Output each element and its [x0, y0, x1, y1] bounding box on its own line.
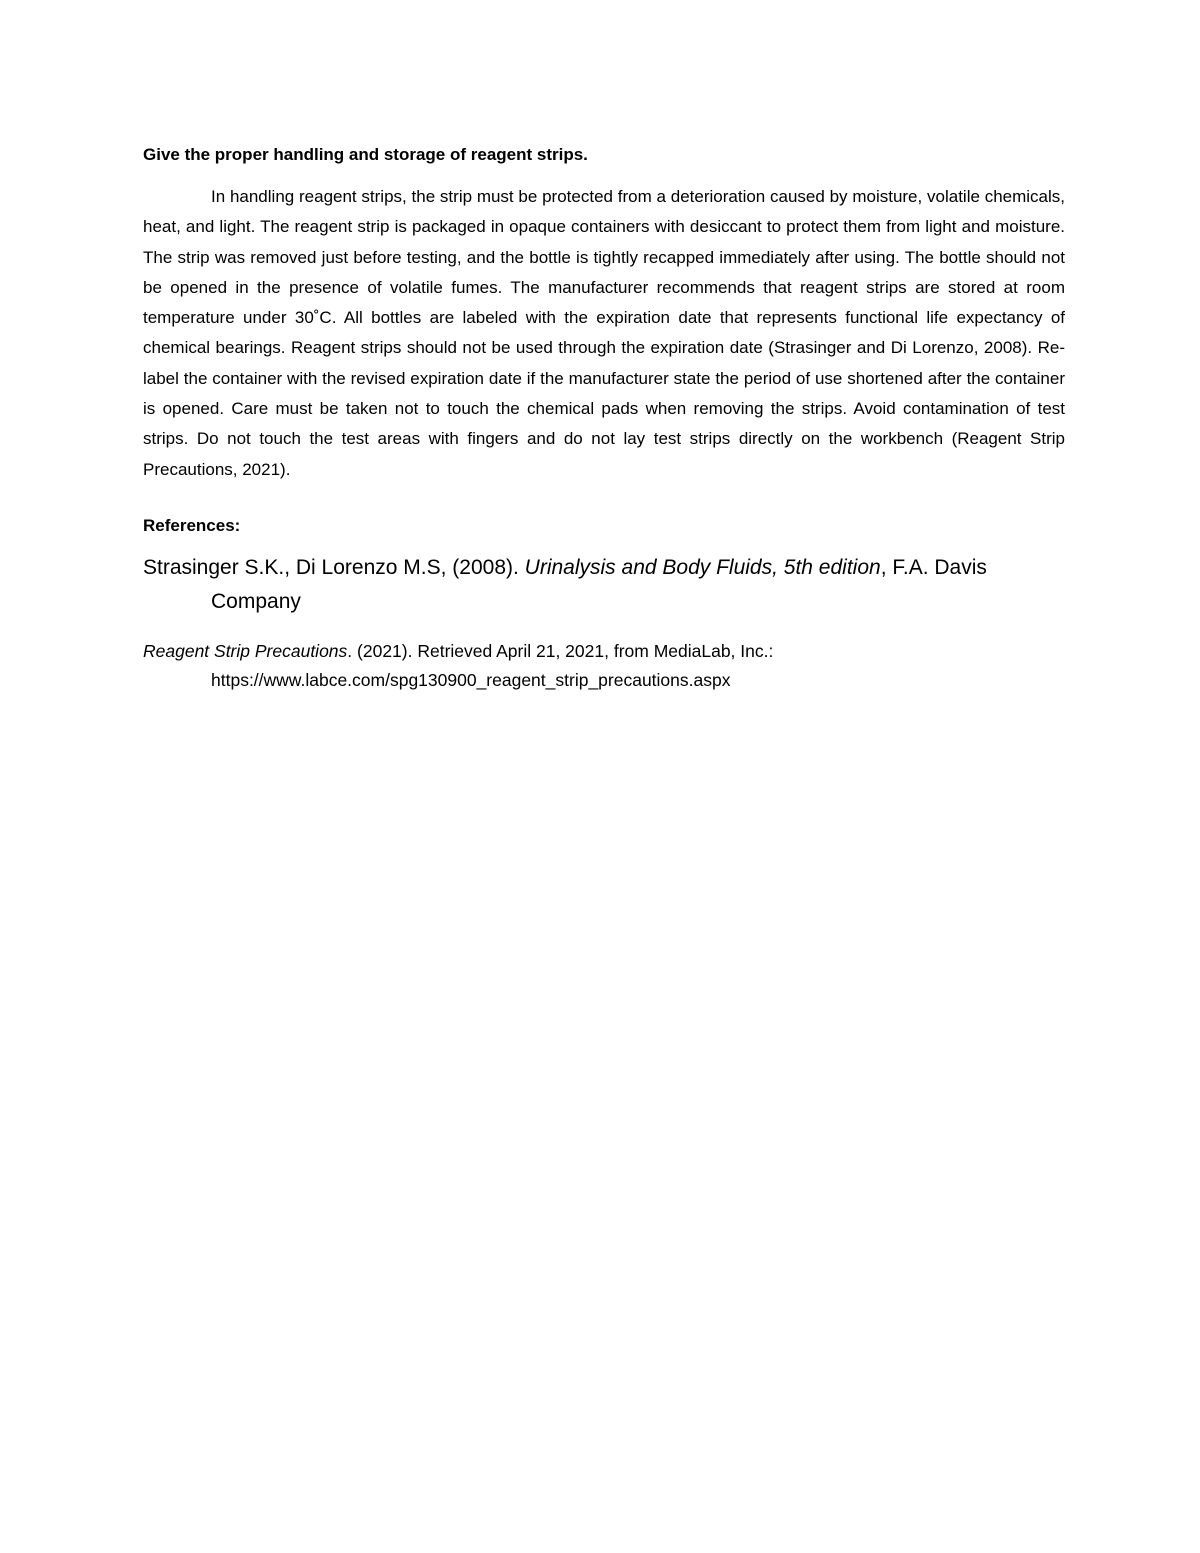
reference-strasinger	[143, 551, 1065, 619]
reference-retrieval: . (2021). Retrieved April 21, 2021, from MediaLab, Inc.: https://www.labce.com/spg130900_reagent_strip_precautions.aspx	[211, 640, 774, 690]
reference-reagent-strip-precautions	[143, 637, 1065, 695]
reference-book-title: Urinalysis and Body Fluids, 5th edition	[524, 555, 881, 579]
reference-publisher: , F.A. Davis Company	[211, 555, 987, 613]
question-heading: Give the proper handling and storage of reagent strips.	[143, 145, 588, 164]
reference-web-title: Reagent Strip Precautions	[143, 640, 348, 661]
references-heading: References:	[143, 515, 241, 535]
document-content	[143, 140, 1065, 695]
reference-authors-year: Strasinger S.K., Di Lorenzo M.S, (2008).	[143, 555, 525, 579]
answer-paragraph: In handling reagent strips, the strip must be protected from a deterioration caused by moisture, volatile chemicals, heat, and light. The reagent strip is packaged in opaque containers with desiccant to protect them from light and moisture. The strip was removed just before testing, and the bottle is tightly recapped immediately after using. The bottle should not be opened in the presence of volatile fumes. The manufacturer recommends that reagent strips are stored at room temperature under 30˚C. All bottles are labeled with the expiration date that represents functional life expectancy of chemical bearings. Reagent strips should not be used through the expiration date (Strasinger and Di Lorenzo, 2008). Re-label the container with the revised expiration date if the manufacturer state the period of use shortened after the container is opened. Care must be taken not to touch the chemical pads when removing the strips. Avoid contamination of test strips. Do not touch the test areas with fingers and do not lay test strips directly on the workbench (Reagent Strip Precautions, 2021).	[143, 187, 1065, 479]
